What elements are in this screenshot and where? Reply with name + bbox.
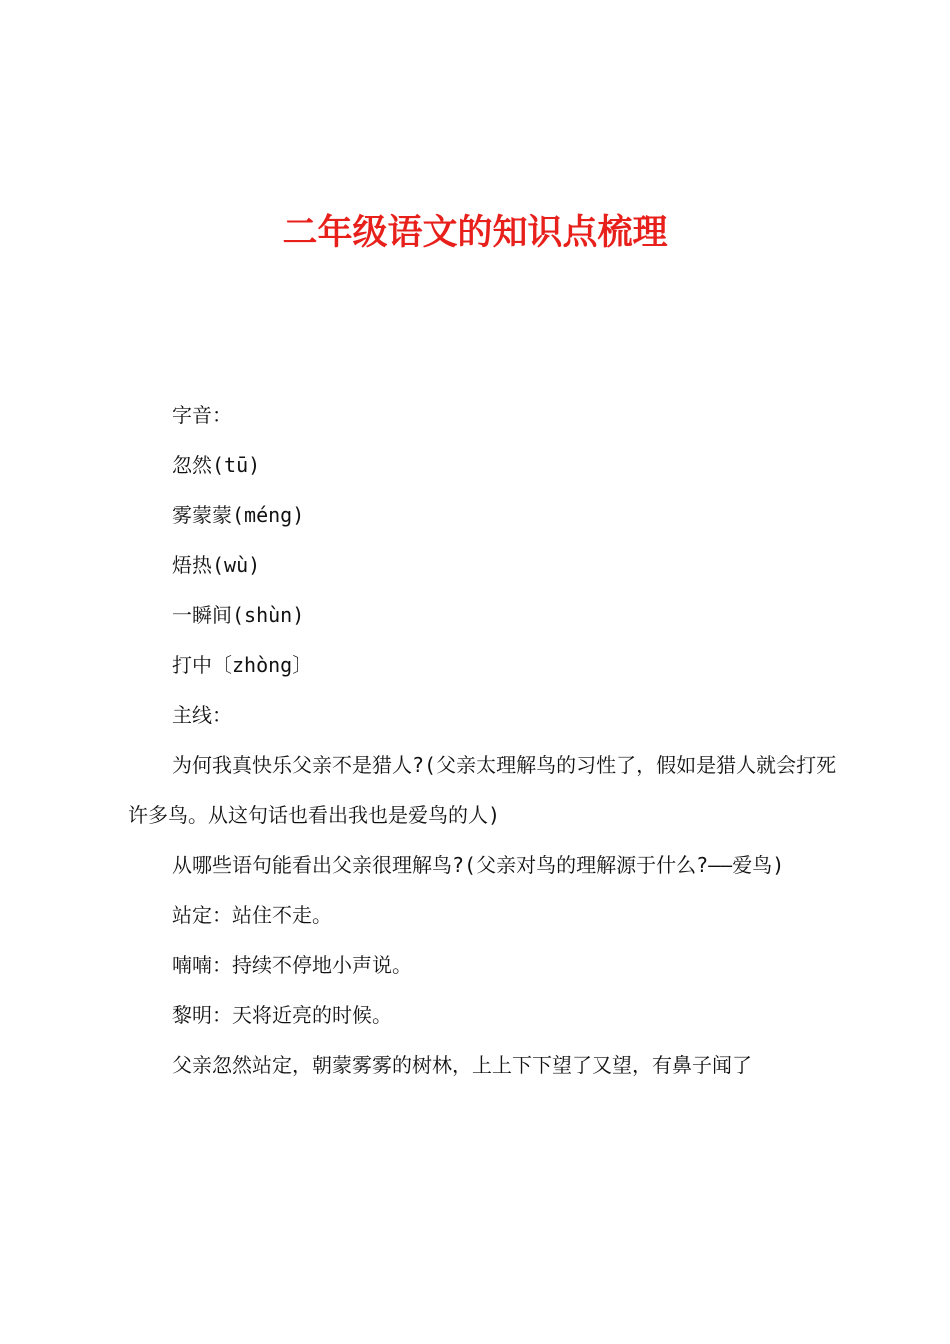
paragraph-pronunciation-item: 焐热(wù) [172,553,261,577]
paragraph-definition: 喃喃：持续不停地小声说。 [172,953,412,977]
paragraph-pronunciation-item: 一瞬间(shùn) [172,603,305,627]
paragraph-definition: 站定：站住不走。 [172,903,332,927]
paragraph-question: 从哪些语句能看出父亲很理解鸟?(父亲对鸟的理解源于什么?——爱鸟) [172,853,785,877]
document-title: 二年级语文的知识点梳理 [282,212,668,253]
paragraph-passage: 父亲忽然站定，朝蒙雾雾的树林，上上下下望了又望，有鼻子闻了 [172,1053,752,1077]
paragraph-mainline-heading: 主线： [172,703,232,727]
paragraph-definition: 黎明：天将近亮的时候。 [172,1003,392,1027]
paragraph-pronunciation-item: 忽然(tū) [172,453,261,477]
paragraph-question: 为何我真快乐父亲不是猎人?(父亲太理解鸟的习性了，假如是猎人就会打死许多鸟。从这句话也看出我也是爱鸟的人) [128,753,837,827]
paragraph-pronunciation-heading: 字音： [172,403,232,427]
paragraph-pronunciation-item: 雾蒙蒙(méng) [172,503,305,527]
document-body [128,390,838,1090]
paragraph-pronunciation-item: 打中〔zhòng〕 [172,653,313,677]
